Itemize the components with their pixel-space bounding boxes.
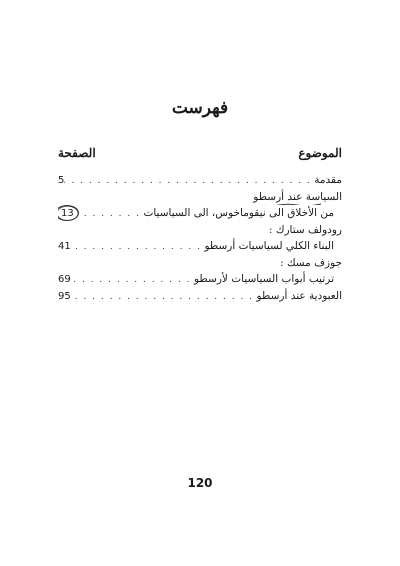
toc-entry-page: 13: [58, 206, 77, 222]
toc-entry: [58, 288, 342, 305]
toc-entry-page: 95: [58, 290, 71, 302]
page-number: 120: [187, 476, 213, 490]
toc-entry: [58, 255, 342, 272]
column-header-page: الصفحة: [58, 146, 96, 160]
toc-entry-title: السياسة عند أرسطو: [253, 190, 342, 203]
table-of-contents: [58, 172, 342, 304]
toc-entry-page: 41: [58, 241, 71, 252]
toc-entry-title: جوزف مسك :: [280, 256, 342, 269]
toc-entry-title: ترتيب أبواب السياسيات لأرسطو: [194, 273, 334, 285]
toc-leader-dots: [64, 173, 314, 189]
toc-leader-dots: [77, 206, 144, 222]
toc-entry-page: 5: [58, 175, 65, 186]
toc-entry: [58, 271, 342, 288]
toc-leader-dots: [71, 272, 194, 288]
toc-entry: [58, 189, 342, 206]
column-header-topic: الموضوع: [298, 146, 342, 160]
toc-entry-title: من الأخلاق الى نيقوماخوس، الى السياسيات: [143, 207, 334, 219]
toc-entry: [58, 172, 342, 189]
toc-entry-title: مقدمة: [314, 174, 342, 186]
toc-entry-title: العبودية عند أرسطو: [256, 289, 342, 302]
toc-leader-dots: [71, 289, 257, 305]
page-title: فهرست: [171, 98, 229, 118]
toc-entry: [58, 205, 342, 222]
toc-entry-page: 69: [58, 274, 71, 285]
toc-entry: [58, 238, 342, 255]
toc-entry-title: رودولف ستارك :: [268, 223, 342, 236]
toc-leader-dots: [71, 239, 205, 255]
toc-entry: [58, 222, 342, 239]
toc-entry-title: البناء الكلي لسياسيات أرسطو: [204, 240, 334, 252]
